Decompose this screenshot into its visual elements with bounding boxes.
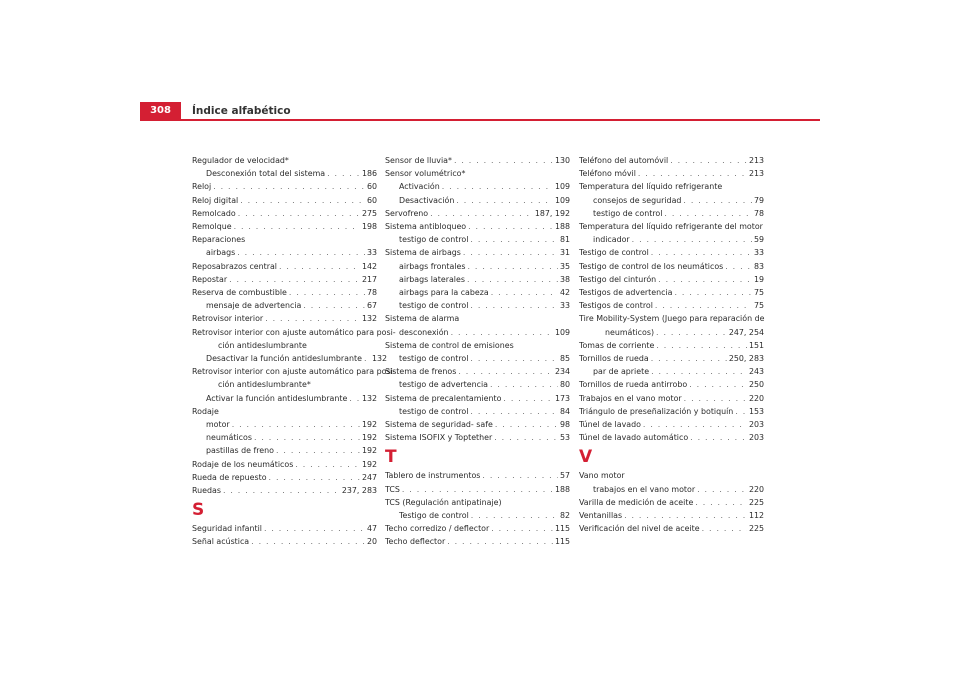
index-entry: Tornillos de rueda . . . 250, 283	[579, 352, 764, 365]
index-entry: Repostar . . . 217	[192, 273, 377, 286]
index-entry: testigo de control . . . 84	[385, 405, 570, 418]
page-title: Índice alfabético	[192, 105, 291, 117]
index-entry: airbags para la cabeza . . . 42	[385, 286, 570, 299]
index-entry: Sistema de control de emisiones	[385, 340, 514, 350]
index-entry: Tornillos de rueda antirrobo . . . 250	[579, 378, 764, 391]
index-entry: Remolcado . . . 275	[192, 207, 377, 220]
index-entry: Sensor de lluvia* . . . 130	[385, 154, 570, 167]
index-entry: Desactivar la función antideslumbrante . . . 132	[192, 352, 377, 365]
index-entry: neumáticos . . . 192	[192, 431, 377, 444]
index-entry: mensaje de advertencia . . . 67	[192, 299, 377, 312]
index-entry: Vano motor	[579, 471, 625, 481]
index-entry: testigo de control . . . 33	[385, 299, 570, 312]
index-entry: Sistema de seguridad- safe . . . 98	[385, 418, 570, 431]
index-entry: Sistema de precalentamiento . . . 173	[385, 392, 570, 405]
index-entry: Sistema de frenos . . . 234	[385, 365, 570, 378]
index-entry: Teléfono móvil . . . 213	[579, 167, 764, 180]
page-number: 308	[140, 102, 181, 120]
index-entry: Testigos de advertencia . . . 75	[579, 286, 764, 299]
index-entry: Techo corredizo / deflector . . . 115	[385, 522, 570, 535]
index-entry: Testigo de control de los neumáticos . . . 83	[579, 260, 764, 273]
index-entry: airbags frontales . . . 35	[385, 260, 570, 273]
index-entry: Tomas de corriente . . . 151	[579, 339, 764, 352]
index-entry: Trabajos en el vano motor . . . 220	[579, 392, 764, 405]
index-entry: Temperatura del líquido refrigerante	[579, 182, 723, 192]
index-entry: testigo de advertencia . . . 80	[385, 378, 570, 391]
index-entry: indicador . . . 59	[579, 233, 764, 246]
index-column-2	[385, 154, 570, 549]
index-entry: Testigo del cinturón . . . 19	[579, 273, 764, 286]
index-column-3	[579, 154, 764, 535]
index-entry: Verificación del nivel de aceite . . . 225	[579, 522, 764, 535]
index-entry-continuation: ción antideslumbrante*	[218, 380, 311, 390]
section-letter-s: S	[192, 500, 205, 521]
index-entry-continuation: ción antideslumbrante	[218, 340, 307, 350]
index-entry: Señal acústica . . . 20	[192, 535, 377, 548]
index-entry: Varilla de medición de aceite . . . 225	[579, 496, 764, 509]
index-entry: Rodaje de los neumáticos . . . 192	[192, 458, 377, 471]
index-entry: Seguridad infantil . . . 47	[192, 522, 377, 535]
index-entry: Desactivación . . . 109	[385, 194, 570, 207]
index-entry: Reparaciones	[192, 235, 246, 245]
index-entry: pastillas de freno . . . 192	[192, 444, 377, 457]
index-entry: Retrovisor interior con ajuste automático para posi-	[192, 327, 396, 337]
index-entry: Tire Mobility-System (Juego para reparación de	[579, 314, 765, 324]
index-entry: Retrovisor interior con ajuste automático para posi-	[192, 367, 396, 377]
index-entry: consejos de seguridad . . . 79	[579, 194, 764, 207]
header-rule	[140, 119, 820, 121]
index-entry: Regulador de velocidad*	[192, 156, 289, 165]
index-entry: Reloj digital . . . 60	[192, 194, 377, 207]
index-entry: Sistema de alarma	[385, 314, 460, 324]
index-entry: Rueda de repuesto . . . 247	[192, 471, 377, 484]
index-entry: Sensor volumétrico*	[385, 169, 466, 179]
index-entry: Tablero de instrumentos . . . 57	[385, 469, 570, 482]
index-entry: Desconexión total del sistema . . . 186	[192, 167, 377, 180]
index-entry: Retrovisor interior . . . 132	[192, 312, 377, 325]
index-entry: Reserva de combustible . . . 78	[192, 286, 377, 299]
index-entry: Testigo de control . . . 33	[579, 246, 764, 259]
index-entry: TCS . . . 188	[385, 483, 570, 496]
index-entry: Reposabrazos central . . . 142	[192, 260, 377, 273]
index-entry: Teléfono del automóvil . . . 213	[579, 154, 764, 167]
index-entry: Remolque . . . 198	[192, 220, 377, 233]
index-entry: Testigos de control . . . 75	[579, 299, 764, 312]
index-entry: Sistema ISOFIX y Toptether . . . 53	[385, 431, 570, 444]
index-entry: testigo de control . . . 81	[385, 233, 570, 246]
index-entry: Activar la función antideslumbrante . . . 132	[192, 392, 377, 405]
index-entry: airbags laterales . . . 38	[385, 273, 570, 286]
index-entry: Reloj . . . 60	[192, 180, 377, 193]
index-entry: Rodaje	[192, 406, 219, 416]
index-entry: airbags . . . 33	[192, 246, 377, 259]
index-entry: Sistema de airbags . . . 31	[385, 246, 570, 259]
index-entry: testigo de control . . . 78	[579, 207, 764, 220]
index-entry: motor . . . 192	[192, 418, 377, 431]
index-entry: Techo deflector . . . 115	[385, 535, 570, 548]
index-entry: Temperatura del líquido refrigerante del motor	[579, 222, 763, 232]
index-entry: Ruedas . . . 237, 283	[192, 484, 377, 497]
index-entry: Servofreno . . . 187, 192	[385, 207, 570, 220]
section-letter-v: V	[579, 447, 593, 468]
index-entry: Ventanillas . . . 112	[579, 509, 764, 522]
index-entry: Túnel de lavado . . . 203	[579, 418, 764, 431]
section-letter-t: T	[385, 447, 397, 468]
index-entry: Sistema antibloqueo . . . 188	[385, 220, 570, 233]
index-entry-continuation: neumáticos) . . . 247, 254	[579, 326, 764, 339]
index-entry: Túnel de lavado automático . . . 203	[579, 431, 764, 444]
index-column-1	[192, 154, 396, 549]
index-entry: testigo de control . . . 85	[385, 352, 570, 365]
index-entry: Triángulo de preseñalización y botiquín . . . 153	[579, 405, 764, 418]
index-entry: desconexión . . . 109	[385, 326, 570, 339]
index-entry: Activación . . . 109	[385, 180, 570, 193]
index-entry: par de apriete . . . 243	[579, 365, 764, 378]
index-entry: trabajos en el vano motor . . . 220	[579, 483, 764, 496]
index-entry: Testigo de control . . . 82	[385, 509, 570, 522]
index-entry: TCS (Regulación antipatinaje)	[385, 497, 502, 507]
